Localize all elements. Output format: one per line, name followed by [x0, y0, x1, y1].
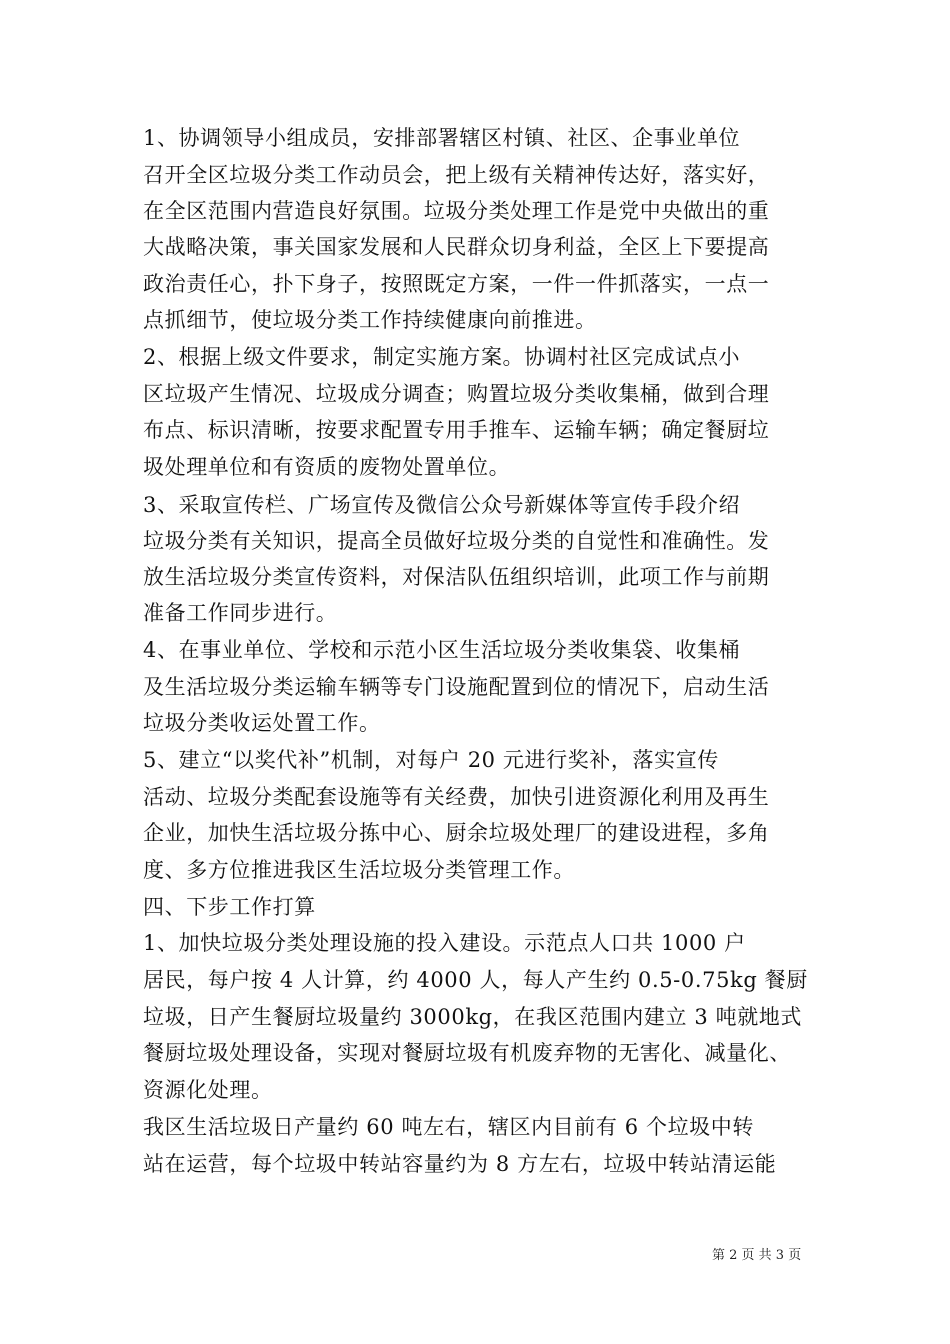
text-line: 区垃圾产生情况、垃圾成分调查；购置垃圾分类收集桶，做到合理: [143, 382, 770, 406]
page-number: 第 2 页 共 3 页: [712, 1248, 802, 1263]
text-line: 布点、标识清晰，按要求配置专用手推车、运输车辆；确定餐厨垃: [143, 418, 770, 442]
text-line: 垃圾分类有关知识，提高全员做好垃圾分类的自觉性和准确性。发: [143, 529, 770, 553]
text-line: 及生活垃圾分类运输车辆等专门设施配置到位的情况下，启动生活: [143, 675, 770, 699]
text-line: 大战略决策，事关国家发展和人民群众切身利益，全区上下要提高: [143, 235, 770, 259]
text-line: 站在运营，每个垃圾中转站容量约为 8 方左右，垃圾中转站清运能: [143, 1152, 777, 1176]
section-heading: 四、下步工作打算: [143, 895, 316, 919]
text-line: 垃圾，日产生餐厨垃圾量约 3000kg，在我区范围内建立 3 吨就地式: [143, 1005, 802, 1029]
text-line: 2、根据上级文件要求，制定实施方案。协调村社区完成试点小: [143, 345, 741, 369]
text-line: 在全区范围内营造良好氛围。垃圾分类处理工作是党中央做出的重: [143, 199, 770, 223]
text-line: 4、在事业单位、学校和示范小区生活垃圾分类收集袋、收集桶: [143, 638, 741, 662]
text-line: 5、建立“以奖代补”机制，对每户 20 元进行奖补，落实宣传: [143, 748, 719, 772]
text-line: 1、协调领导小组成员，安排部署辖区村镇、社区、企事业单位: [143, 126, 741, 150]
text-line: 圾处理单位和有资质的废物处置单位。: [143, 455, 511, 479]
text-line: 放生活垃圾分类宣传资料，对保洁队伍组织培训，此项工作与前期: [143, 565, 770, 589]
text-line: 我区生活垃圾日产量约 60 吨左右，辖区内目前有 6 个垃圾中转: [143, 1115, 754, 1139]
text-line: 准备工作同步进行。: [143, 601, 338, 625]
text-line: 资源化处理。: [143, 1078, 273, 1102]
text-line: 垃圾分类收运处置工作。: [143, 711, 381, 735]
text-line: 活动、垃圾分类配套设施等有关经费，加快引进资源化利用及再生: [143, 785, 770, 809]
text-line: 3、采取宣传栏、广场宣传及微信公众号新媒体等宣传手段介绍: [143, 493, 741, 517]
text-line: 召开全区垃圾分类工作动员会，把上级有关精神传达好，落实好，: [143, 163, 770, 187]
text-line: 餐厨垃圾处理设备，实现对餐厨垃圾有机废弃物的无害化、减量化、: [143, 1041, 791, 1065]
text-line: 度、多方位推进我区生活垃圾分类管理工作。: [143, 858, 575, 882]
text-line: 企业，加快生活垃圾分拣中心、厨余垃圾处理厂的建设进程，多角: [143, 821, 770, 845]
text-line: 点抓细节，使垃圾分类工作持续健康向前推进。: [143, 308, 597, 332]
text-line: 居民，每户按 4 人计算，约 4000 人，每人产生约 0.5-0.75kg 餐厨: [143, 968, 808, 992]
text-line: 政治责任心，扑下身子，按照既定方案，一件一件抓落实，一点一: [143, 272, 770, 296]
text-line: 1、加快垃圾分类处理设施的投入建设。示范点人口共 1000 户: [143, 931, 746, 955]
